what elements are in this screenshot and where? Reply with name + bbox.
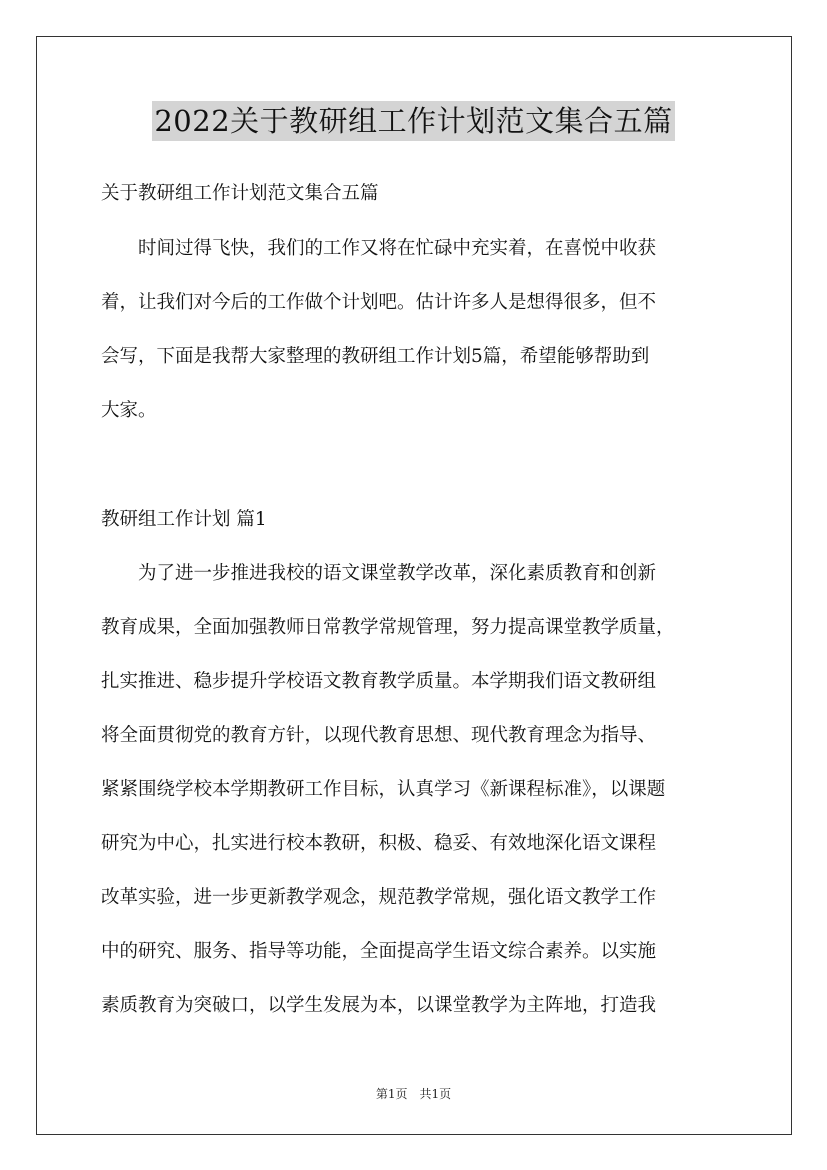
body-line-7: 改革实验，进一步更新教学观念，规范教学常规，强化语文教学工作: [101, 887, 657, 908]
body-line-1: 为了进一步推进我校的语文课堂教学改革，深化素质教育和创新: [101, 563, 657, 584]
body-line-3: 扎实推进、稳步提升学校语文教育教学质量。本学期我们语文教研组: [101, 671, 657, 692]
body-line-5: 紧紧围绕学校本学期教研工作目标，认真学习《新课程标准》，以课题: [101, 779, 666, 800]
page-footer: 第1页 共1页: [375, 1087, 452, 1101]
body-line-4: 将全面贯彻党的教育方针，以现代教育思想、现代教育理念为指导、: [101, 725, 657, 746]
title-container: [0, 101, 827, 141]
intro-line-2: 着，让我们对今后的工作做个计划吧。估计许多人是想得很多，但不: [101, 292, 657, 313]
body-line-6: 研究为中心，扎实进行校本教研，积极、稳妥、有效地深化语文课程: [101, 833, 657, 854]
body-line-8: 中的研究、服务、指导等功能，全面提高学生语文综合素养。以实施: [101, 941, 657, 962]
document-title: 2022关于教研组工作计划范文集合五篇: [152, 101, 674, 141]
section-heading: 教研组工作计划 篇1: [101, 509, 267, 530]
intro-line-3: 会写，下面是我帮大家整理的教研组工作计划5篇，希望能够帮助到: [101, 346, 650, 367]
document-subtitle: 关于教研组工作计划范文集合五篇: [101, 183, 379, 204]
body-line-9: 素质教育为突破口，以学生发展为本，以课堂教学为主阵地，打造我: [101, 995, 657, 1016]
intro-line-1: 时间过得飞快，我们的工作又将在忙碌中充实着，在喜悦中收获: [101, 238, 657, 259]
body-line-2: 教育成果，全面加强教师日常教学常规管理，努力提高课堂教学质量，: [101, 617, 675, 638]
intro-line-4: 大家。: [101, 400, 157, 421]
